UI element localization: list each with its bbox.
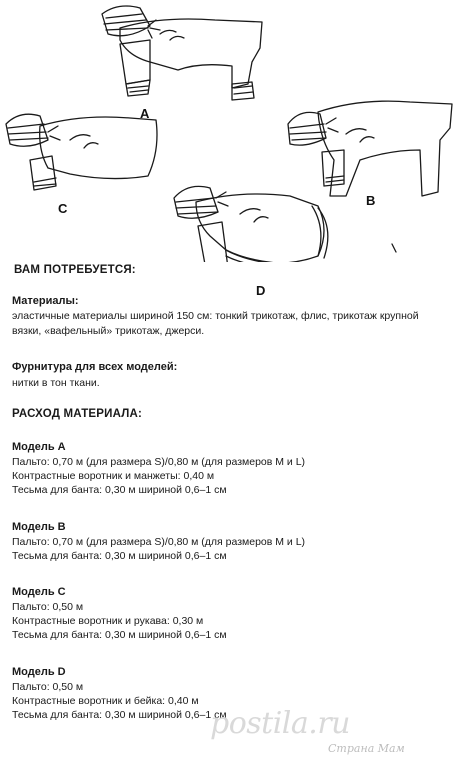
model-a-line-3: Тесьма для банта: 0,30 м шириной 0,6–1 см <box>12 484 227 496</box>
model-d-title: Модель D <box>12 666 66 678</box>
model-a-line-1: Пальто: 0,70 м (для размера S)/0,80 м (для размеров M и L) <box>12 456 306 468</box>
hardware-text: нитки в тон ткани. <box>12 377 100 389</box>
model-b-block <box>12 520 305 563</box>
materials-title: Материалы: <box>12 295 79 307</box>
watermark <box>210 702 455 756</box>
materials-text-line-1: эластичные материалы шириной 150 см: тонкий трикотаж, флис, трикотаж крупной <box>12 310 419 322</box>
model-c-line-1: Пальто: 0,50 м <box>12 601 84 613</box>
model-d-line-3: Тесьма для банта: 0,30 м шириной 0,6–1 см <box>12 709 227 721</box>
hardware-title: Фурнитура для всех моделей: <box>12 361 178 373</box>
watermark-logo: postila.ru <box>210 706 350 741</box>
model-b-line-1: Пальто: 0,70 м (для размера S)/0,80 м (для размеров M и L) <box>12 536 306 548</box>
figure-label-b: B <box>366 193 376 208</box>
model-d-line-1: Пальто: 0,50 м <box>12 681 84 693</box>
figure-label-c: C <box>58 201 68 216</box>
model-a-sketch <box>102 6 262 100</box>
requirements-heading: ВАМ ПОТРЕБУЕТСЯ: <box>14 264 136 276</box>
model-d-line-2: Контрастные воротник и бейка: 0,40 м <box>12 695 199 707</box>
figure-label-d: D <box>256 283 266 298</box>
model-c-block <box>12 585 227 642</box>
model-c-sketch <box>6 114 157 190</box>
model-a-line-2: Контрастные воротник и манжеты: 0,40 м <box>12 470 215 482</box>
garment-sketches <box>0 0 460 262</box>
model-a-title: Модель А <box>12 441 66 453</box>
model-d-sketch <box>174 186 396 262</box>
model-c-line-2: Контрастные воротник и рукава: 0,30 м <box>12 615 204 627</box>
watermark-subtitle: Страна Мам <box>328 742 405 755</box>
figure-label-a: A <box>140 106 150 121</box>
model-b-line-2: Тесьма для банта: 0,30 м шириной 0,6–1 см <box>12 550 227 562</box>
consumption-heading: РАСХОД МАТЕРИАЛА: <box>12 408 143 420</box>
model-b-sketch <box>288 101 452 196</box>
materials-text-line-2: вязки, «вафельный» трикотаж, джерси. <box>12 325 205 337</box>
model-c-line-3: Тесьма для банта: 0,30 м шириной 0,6–1 см <box>12 629 227 641</box>
model-b-title: Модель В <box>12 521 66 533</box>
model-c-title: Модель С <box>12 586 66 598</box>
model-d-block <box>12 665 227 722</box>
model-a-block <box>12 440 305 497</box>
